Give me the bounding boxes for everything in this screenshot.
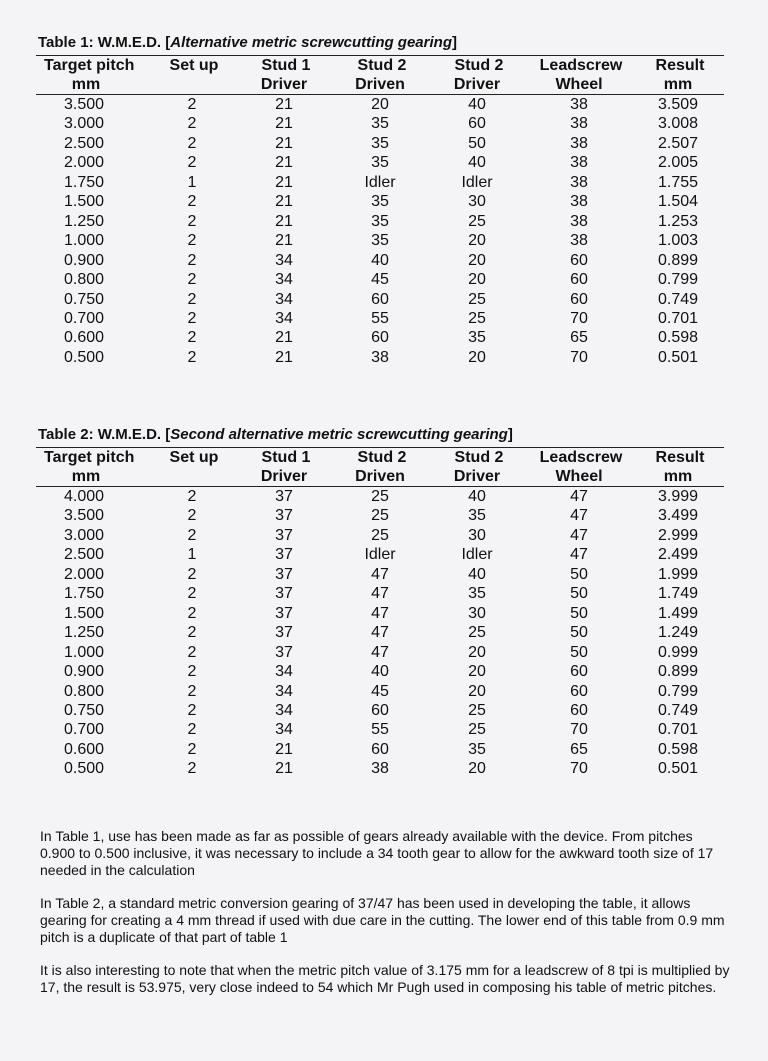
header-cell [632, 448, 724, 486]
header-cell [526, 56, 632, 94]
header-cell [428, 448, 526, 486]
table-cell: 60 [371, 329, 389, 347]
header-line: Wheel [555, 76, 603, 93]
header-line: Set up [169, 57, 219, 74]
table-cell: 35 [371, 154, 389, 172]
table-2-body [36, 487, 724, 779]
table-cell: 40 [468, 488, 486, 505]
note-leadscrew: It is also interesting to note that when the metric pitch value of 3.175 mm for a leadscrew of 8 tpi is multiplied by 17, the result is 53.975, very close indeed to 54 which Mr Pugh used in composing his table of metric pitches. [40, 962, 730, 995]
table-row [36, 565, 724, 584]
table-cell: 2 [187, 154, 197, 172]
table-cell: 21 [275, 212, 293, 230]
table-cell: 65 [570, 740, 588, 758]
table-cell: 34 [275, 271, 293, 289]
table-cell: 37 [275, 585, 293, 603]
table-cell: 55 [371, 309, 389, 327]
table-cell: 60 [570, 663, 588, 681]
table-cell: 2.507 [657, 134, 699, 152]
table-cell: 65 [570, 329, 588, 347]
table-row [36, 290, 724, 309]
table-cell: 60 [468, 115, 486, 133]
table-cell: 37 [275, 526, 293, 544]
table-cell: 2.499 [657, 546, 699, 564]
table-cell: 0.799 [657, 682, 699, 700]
header-line: mm [663, 468, 693, 485]
table-1-title: Table 1: W.M.E.D. [Alternative metric screwcutting gearing] [38, 34, 457, 51]
table-cell: 35 [371, 134, 389, 152]
table-cell: 2 [187, 585, 197, 603]
table-cell: 45 [371, 682, 389, 700]
table-row [36, 270, 724, 289]
table-cell: 60 [570, 290, 588, 308]
table-cell: 0.598 [657, 740, 699, 758]
table-cell: 25 [468, 701, 486, 719]
table-cell: 0.701 [657, 721, 699, 739]
table-cell: 47 [570, 546, 588, 564]
table-row [36, 212, 724, 231]
table-cell: 35 [468, 740, 486, 758]
table-cell: 0.500 [64, 760, 105, 778]
table-row [36, 348, 724, 367]
table-cell: 21 [275, 115, 293, 133]
table-cell: 60 [570, 682, 588, 700]
table-cell: 3.000 [64, 526, 105, 544]
table-cell: 38 [570, 115, 588, 133]
table-cell: 2 [187, 309, 197, 327]
header-cell [36, 448, 148, 486]
header-cell [36, 56, 148, 94]
table-cell: 1.750 [64, 585, 105, 603]
table-cell: 38 [371, 760, 389, 778]
header-line: Driven [355, 76, 405, 93]
table-cell: 2.005 [657, 154, 699, 172]
table-cell: 38 [570, 154, 588, 172]
table-cell: 0.750 [64, 290, 105, 308]
header-line: Driver [260, 468, 308, 485]
header-line: Driver [453, 76, 501, 93]
table-cell: 50 [570, 565, 588, 583]
table-cell: 2 [187, 507, 197, 525]
header-line: Leadscrew [539, 449, 623, 466]
table-cell: 38 [371, 348, 389, 366]
table-cell: 21 [275, 232, 293, 250]
table-row [36, 231, 724, 250]
table-cell: 0.501 [657, 348, 699, 366]
table-cell: 38 [570, 96, 588, 113]
table-cell: 21 [275, 173, 293, 191]
table-cell: 2.500 [64, 546, 105, 564]
table-cell: 55 [371, 721, 389, 739]
table-cell: 20 [468, 251, 486, 269]
table-cell: 20 [371, 96, 389, 113]
table-cell: 2 [187, 232, 197, 250]
table-cell: 1.253 [657, 212, 699, 230]
table-cell: 21 [275, 154, 293, 172]
table-cell: 50 [570, 643, 588, 661]
table-cell: 1.250 [64, 212, 105, 230]
table-cell: 35 [371, 115, 389, 133]
header-line: Driver [453, 468, 501, 485]
table-cell: 35 [371, 212, 389, 230]
table-cell: 1.000 [64, 643, 105, 661]
table-cell: 0.799 [657, 271, 699, 289]
header-cell [332, 448, 428, 486]
table-cell: 2 [187, 721, 197, 739]
table-cell: 35 [468, 507, 486, 525]
table-cell: 38 [570, 212, 588, 230]
table-row [36, 740, 724, 759]
header-line: Driven [355, 468, 405, 485]
header-line: Driver [260, 76, 308, 93]
table-cell: 25 [468, 721, 486, 739]
table-row [36, 662, 724, 681]
table-cell: 2 [187, 329, 197, 347]
table-row [36, 604, 724, 623]
table-cell: 0.750 [64, 701, 105, 719]
table-cell: 37 [275, 624, 293, 642]
table-cell: 2 [187, 663, 197, 681]
table-cell: 0.899 [657, 251, 699, 269]
table-cell: 21 [275, 96, 293, 113]
table-cell: 3.999 [657, 488, 699, 505]
table-row [36, 701, 724, 720]
header-cell [332, 56, 428, 94]
header-line [148, 467, 236, 486]
header-line: Stud 2 [357, 449, 407, 466]
table-cell: 1.003 [657, 232, 699, 250]
table-cell: 20 [468, 760, 486, 778]
table-cell: 47 [371, 624, 389, 642]
table-cell: 1.749 [657, 585, 699, 603]
table-cell: 2 [187, 760, 197, 778]
header-line: Stud 2 [454, 449, 504, 466]
table-2 [36, 426, 724, 779]
table-row [36, 309, 724, 328]
table-cell: 2 [187, 251, 197, 269]
table-cell: 2 [187, 526, 197, 544]
table-cell: 0.749 [657, 290, 699, 308]
table-cell: 1.750 [64, 173, 105, 191]
table-cell: 50 [570, 604, 588, 622]
header-cell [632, 56, 724, 94]
table-cell: 2.500 [64, 134, 105, 152]
table-cell: 20 [468, 232, 486, 250]
table-cell: 20 [468, 271, 486, 289]
table-cell: 47 [371, 604, 389, 622]
table-cell: 1.500 [64, 193, 105, 211]
table-cell: 50 [468, 134, 486, 152]
header-line: Stud 2 [357, 57, 407, 74]
table-cell: 70 [570, 760, 588, 778]
table-cell: 0.800 [64, 682, 105, 700]
table-row [36, 153, 724, 172]
header-line: Set up [169, 449, 219, 466]
table-cell: 2 [187, 565, 197, 583]
table-cell: 2 [187, 624, 197, 642]
table-row [36, 526, 724, 545]
table-cell: 38 [570, 232, 588, 250]
table-cell: 37 [275, 565, 293, 583]
table-cell: 2 [187, 271, 197, 289]
table-cell: 34 [275, 251, 293, 269]
table-cell: 40 [371, 251, 389, 269]
header-line: Leadscrew [539, 57, 623, 74]
table-cell: 37 [275, 546, 293, 564]
table-cell: 1.499 [657, 604, 699, 622]
table-cell: 35 [371, 193, 389, 211]
table-cell: 50 [570, 585, 588, 603]
table-cell: 20 [468, 348, 486, 366]
header-line: Target pitch [44, 449, 135, 466]
table-cell: 1.755 [657, 173, 699, 191]
table-cell: 25 [468, 624, 486, 642]
table-cell: 3.500 [64, 96, 105, 113]
table-cell: 2 [187, 488, 197, 505]
table-cell: 0.700 [64, 309, 105, 327]
note-table-2: In Table 2, a standard metric conversion gearing of 37/47 has been used in developing the table, it allows gearing for creating a 4 mm thread if used with due care in the cutting. The lower end of this table from 0.9 mm pitch is a duplicate of that part of table 1 [40, 895, 725, 945]
table-cell: 25 [468, 212, 486, 230]
table-cell: 21 [275, 348, 293, 366]
table-cell: 2 [187, 701, 197, 719]
table-cell: 21 [275, 760, 293, 778]
table-cell: 35 [468, 329, 486, 347]
table-row [36, 584, 724, 603]
table-cell: 0.600 [64, 329, 105, 347]
table-cell: 4.000 [64, 488, 105, 505]
table-cell: 2 [187, 115, 197, 133]
table-cell: 2 [187, 348, 197, 366]
table-2-title: Table 2: W.M.E.D. [Second alternative metric screwcutting gearing] [38, 426, 513, 443]
table-cell: 0.749 [657, 701, 699, 719]
table-cell: 60 [371, 740, 389, 758]
table-cell: 1.250 [64, 624, 105, 642]
table-cell: 60 [371, 290, 389, 308]
table-cell: 25 [468, 290, 486, 308]
table-cell: 0.999 [657, 643, 699, 661]
table-cell: 34 [275, 721, 293, 739]
table-cell: 3.499 [657, 507, 699, 525]
table-row [36, 192, 724, 211]
table-cell: 2.000 [64, 154, 105, 172]
table-row [36, 114, 724, 133]
table-cell: 60 [570, 271, 588, 289]
table-cell: 0.500 [64, 348, 105, 366]
table-cell: 70 [570, 348, 588, 366]
table-cell: 60 [570, 701, 588, 719]
table-cell: 0.900 [64, 251, 105, 269]
table-cell: 50 [570, 624, 588, 642]
table-cell: 70 [570, 721, 588, 739]
table-1-body [36, 95, 724, 367]
table-row [36, 134, 724, 153]
table-cell: Idler [364, 546, 396, 564]
table-cell: 38 [570, 193, 588, 211]
table-cell: 34 [275, 309, 293, 327]
table-cell: 1.504 [657, 193, 699, 211]
table-cell: 2 [187, 643, 197, 661]
table-cell: 30 [468, 193, 486, 211]
table-cell: 0.701 [657, 309, 699, 327]
table-cell: 3.008 [657, 115, 699, 133]
header-line: Result [655, 57, 705, 74]
table-cell: 40 [468, 565, 486, 583]
table-cell: Idler [461, 173, 493, 191]
table-cell: 25 [371, 488, 389, 505]
table-cell: 35 [371, 232, 389, 250]
table-cell: 2 [187, 212, 197, 230]
table-cell: 2 [187, 134, 197, 152]
table-cell: 3.500 [64, 507, 105, 525]
note-table-1: In Table 1, use has been made as far as possible of gears already available with the device. From pitches 0.900 to 0.500 inclusive, it was necessary to include a 34 tooth gear to allow for the awkward tooth size of 17 needed in the calculation [40, 828, 714, 878]
table-cell: 70 [570, 309, 588, 327]
table-cell: 1 [187, 546, 197, 564]
table-row [36, 759, 724, 778]
table-cell: 37 [275, 488, 293, 505]
table-cell: 34 [275, 682, 293, 700]
table-cell: 25 [468, 309, 486, 327]
header-line: mm [663, 76, 693, 93]
table-cell: 47 [371, 643, 389, 661]
table-row [36, 506, 724, 525]
header-cell [526, 448, 632, 486]
table-cell: 0.598 [657, 329, 699, 347]
table-cell: 20 [468, 682, 486, 700]
table-cell: 37 [275, 643, 293, 661]
table-cell: 25 [371, 526, 389, 544]
table-cell: 47 [371, 585, 389, 603]
table-cell: 2 [187, 290, 197, 308]
table-cell: 1.249 [657, 624, 699, 642]
table-cell: 25 [371, 507, 389, 525]
table-cell: 2 [187, 193, 197, 211]
table-cell: 38 [570, 134, 588, 152]
table-cell: 40 [371, 663, 389, 681]
table-row [36, 545, 724, 564]
table-cell: 35 [468, 585, 486, 603]
table-row [36, 95, 724, 114]
table-cell: 20 [468, 663, 486, 681]
table-cell: 1.999 [657, 565, 699, 583]
table-cell: 37 [275, 604, 293, 622]
table-cell: 0.501 [657, 760, 699, 778]
table-cell: Idler [364, 173, 396, 191]
table-cell: 1.000 [64, 232, 105, 250]
header-line [148, 75, 236, 94]
table-cell: 0.899 [657, 663, 699, 681]
table-cell: 60 [570, 251, 588, 269]
header-cell [236, 56, 332, 94]
table-1-header [36, 56, 724, 94]
header-cell [236, 448, 332, 486]
table-cell: 0.700 [64, 721, 105, 739]
table-cell: 47 [570, 488, 588, 505]
table-cell: 3.000 [64, 115, 105, 133]
table-cell: Idler [461, 546, 493, 564]
table-cell: 45 [371, 271, 389, 289]
table-cell: 34 [275, 701, 293, 719]
header-cell [148, 56, 236, 94]
table-cell: 34 [275, 290, 293, 308]
table-cell: 3.509 [657, 96, 699, 113]
table-cell: 47 [570, 526, 588, 544]
table-cell: 47 [570, 507, 588, 525]
table-cell: 21 [275, 193, 293, 211]
table-row [36, 720, 724, 739]
header-line: Stud 1 [261, 449, 311, 466]
header-line: mm [71, 468, 101, 485]
table-row [36, 328, 724, 347]
table-cell: 1.500 [64, 604, 105, 622]
header-line: Result [655, 449, 705, 466]
table-row [36, 623, 724, 642]
table-cell: 20 [468, 643, 486, 661]
table-cell: 2 [187, 604, 197, 622]
header-cell [428, 56, 526, 94]
table-cell: 30 [468, 526, 486, 544]
table-cell: 21 [275, 329, 293, 347]
table-cell: 2 [187, 740, 197, 758]
header-line: Stud 2 [454, 57, 504, 74]
table-cell: 40 [468, 96, 486, 113]
table-cell: 60 [371, 701, 389, 719]
header-line: Wheel [555, 468, 603, 485]
table-cell: 2.000 [64, 565, 105, 583]
table-row [36, 643, 724, 662]
table-row [36, 173, 724, 192]
table-cell: 2 [187, 682, 197, 700]
table-cell: 34 [275, 663, 293, 681]
table-row [36, 682, 724, 701]
notes [40, 828, 730, 1012]
table-cell: 0.900 [64, 663, 105, 681]
header-line: Target pitch [44, 57, 135, 74]
header-cell [148, 448, 236, 486]
table-cell: 2.999 [657, 526, 699, 544]
table-row [36, 487, 724, 506]
table-row [36, 251, 724, 270]
table-cell: 2 [187, 96, 197, 113]
table-cell: 37 [275, 507, 293, 525]
table-cell: 40 [468, 154, 486, 172]
table-1 [36, 34, 724, 367]
table-cell: 1 [187, 173, 197, 191]
table-cell: 0.600 [64, 740, 105, 758]
header-line: Stud 1 [261, 57, 311, 74]
table-cell: 30 [468, 604, 486, 622]
table-cell: 21 [275, 740, 293, 758]
table-cell: 47 [371, 565, 389, 583]
table-cell: 21 [275, 134, 293, 152]
header-line: mm [71, 76, 101, 93]
table-cell: 0.800 [64, 271, 105, 289]
table-2-header [36, 448, 724, 486]
table-cell: 38 [570, 173, 588, 191]
